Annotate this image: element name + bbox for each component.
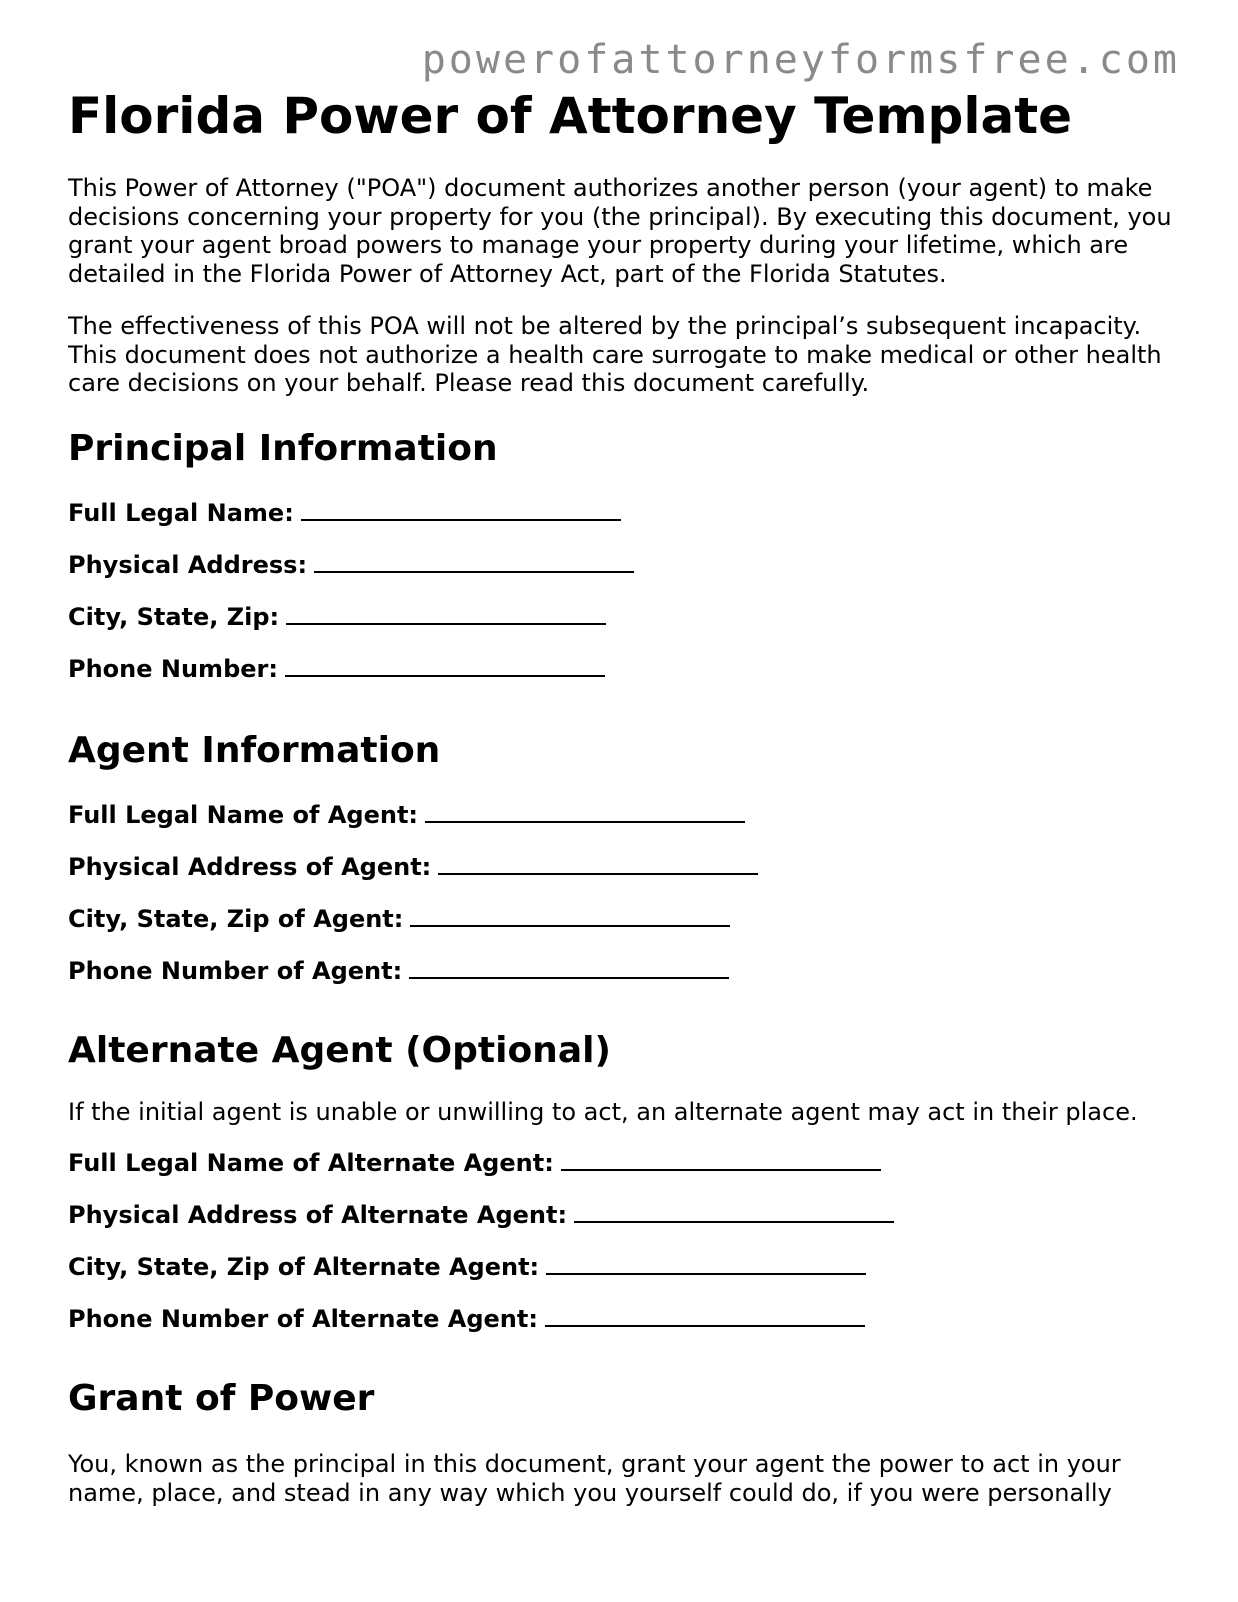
agent-fields [68, 794, 1178, 1002]
fill-in-line[interactable] [438, 846, 758, 875]
field-label: Physical Address of Agent: [68, 852, 432, 881]
intro-paragraph-1: This Power of Attorney ("POA") document authorizes another person (your agent) to make decisions concerning your property for you (the principal). By executing this document, you grant your agent broad powers to manage your property during your lifetime, which are detailed in the Florida Power of Attorney Act, part of the Florida Statutes. [68, 174, 1172, 288]
fill-in-line[interactable] [409, 950, 729, 979]
document-body [68, 86, 1178, 1507]
agent-city-state-zip-field [68, 898, 1178, 950]
agent-address-field [68, 846, 1178, 898]
fill-in-line[interactable] [285, 648, 605, 677]
agent-heading: Agent Information [68, 729, 441, 771]
alternate-city-state-zip-field [68, 1246, 1178, 1298]
alternate-phone-field [68, 1298, 1178, 1350]
principal-fields [68, 492, 1178, 700]
field-label: Phone Number: [68, 654, 278, 683]
field-label: Physical Address of Alternate Agent: [68, 1201, 568, 1229]
field-label: City, State, Zip of Alternate Agent: [68, 1253, 540, 1281]
field-label: Phone Number of Alternate Agent: [68, 1305, 538, 1333]
fill-in-line[interactable] [314, 544, 634, 573]
principal-heading: Principal Information [68, 427, 498, 469]
fill-in-line[interactable] [545, 1298, 865, 1327]
principal-address-field [68, 544, 1178, 596]
field-label: City, State, Zip: [68, 602, 280, 631]
document-title: Florida Power of Attorney Template [68, 87, 1073, 145]
fill-in-line[interactable] [546, 1246, 866, 1275]
grant-of-power-text: You, known as the principal in this document, grant your agent the power to act in your name, place, and stead in any way which you yourself could do, if you were personally [68, 1450, 1121, 1507]
field-label: Physical Address: [68, 550, 308, 579]
field-label: City, State, Zip of Agent: [68, 904, 404, 933]
agent-name-field [68, 794, 1178, 846]
alternate-agent-description: If the initial agent is unable or unwilling to act, an alternate agent may act in their place. [68, 1097, 1138, 1126]
field-label: Phone Number of Agent: [68, 956, 403, 985]
fill-in-line[interactable] [574, 1194, 894, 1223]
agent-phone-field [68, 950, 1178, 1002]
field-label: Full Legal Name of Alternate Agent: [68, 1149, 554, 1177]
intro-paragraph-2: The effectiveness of this POA will not be altered by the principal’s subsequent incapacity. This document does not authorize a health care surrogate to make medical or other health care decisions on your behalf. Please read this document carefully. [68, 312, 1162, 397]
principal-city-state-zip-field [68, 596, 1178, 648]
fill-in-line[interactable] [410, 898, 730, 927]
alternate-agent-heading: Alternate Agent (Optional) [68, 1029, 611, 1071]
field-label: Full Legal Name: [68, 498, 294, 527]
alternate-agent-fields [68, 1142, 1178, 1350]
field-label: Full Legal Name of Agent: [68, 800, 419, 829]
principal-name-field [68, 492, 1178, 544]
principal-phone-field [68, 648, 1178, 700]
watermark: powerofattorneyformsfree.com [421, 37, 1180, 83]
alternate-address-field [68, 1194, 1178, 1246]
fill-in-line[interactable] [561, 1142, 881, 1171]
fill-in-line[interactable] [286, 596, 606, 625]
fill-in-line[interactable] [301, 492, 621, 521]
fill-in-line[interactable] [425, 794, 745, 823]
grant-of-power-heading: Grant of Power [68, 1378, 375, 1419]
alternate-name-field [68, 1142, 1178, 1194]
